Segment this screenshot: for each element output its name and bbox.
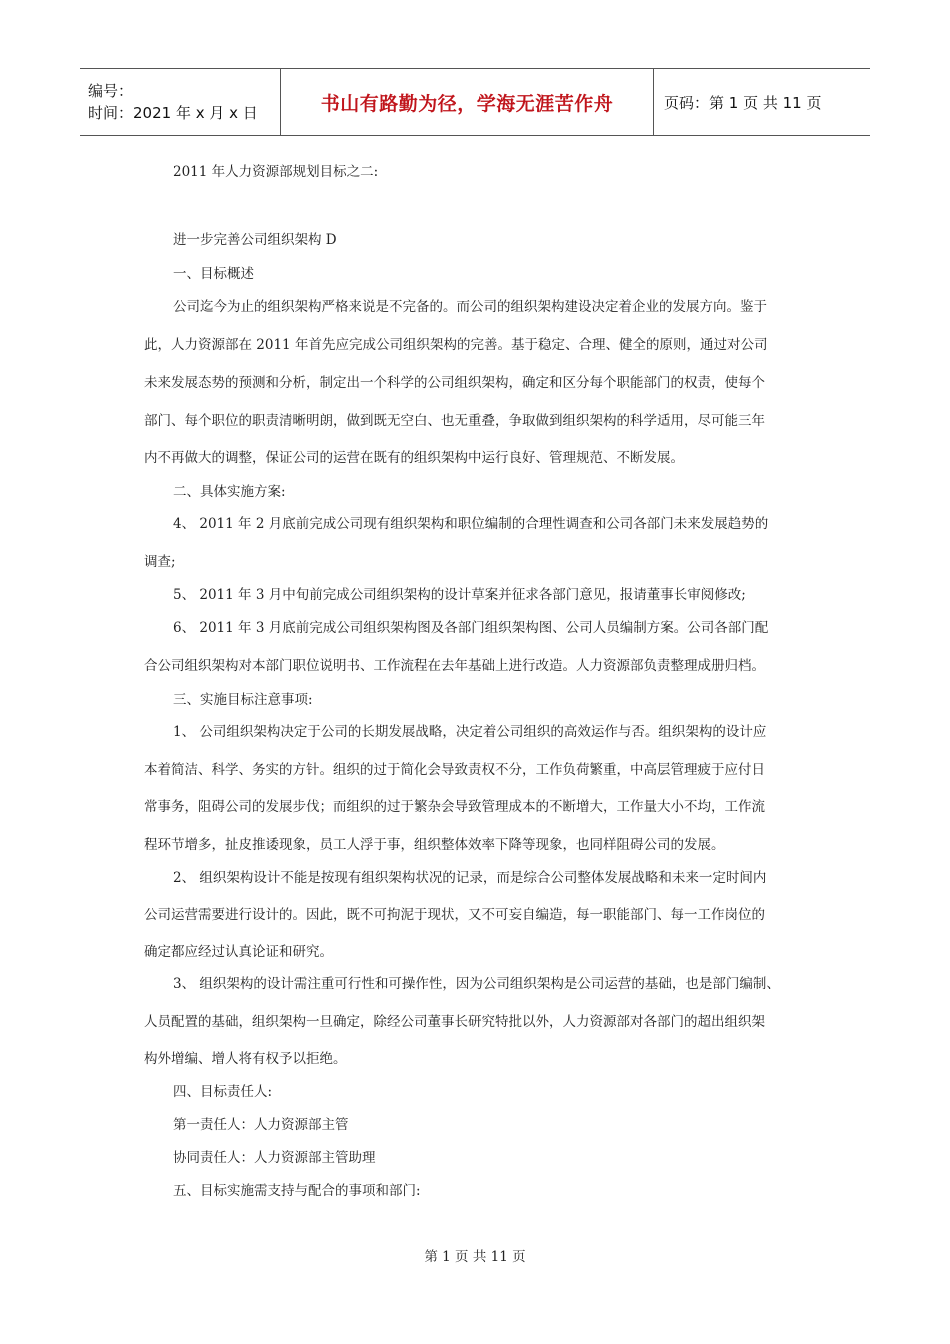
page-header [80, 68, 870, 136]
list-item: 2、 组织架构设计不能是按现有组织架构状况的记录，而是综合公司整体发展战略和未来一定时间内 [173, 870, 767, 886]
doc-title: 2011 年人力资源部规划目标之二: [173, 164, 379, 180]
list-item: 1、 公司组织架构决定于公司的长期发展战略，决定着公司组织的高效运作与否。组织架构的设计应 [173, 724, 767, 740]
paragraph-line: 内不再做大的调整，保证公司的运营在既有的组织架构中运行良好、管理规范、不断发展。 [144, 450, 684, 466]
paragraph-line: 确定都应经过认真论证和研究。 [144, 944, 333, 960]
page-footer [0, 1245, 950, 1265]
paragraph-line: 公司运营需要进行设计的。因此，既不可拘泥于现状，又不可妄自编造，每一职能部门、每一工作岗位的 [144, 907, 765, 923]
section-heading-4: 四、目标责任人: [173, 1084, 273, 1100]
paragraph-line: 常事务，阻碍公司的发展步伐；而组织的过于繁杂会导致管理成本的不断增大，工作量大小不均，工作流 [144, 799, 765, 815]
paragraph-line: 第一责任人：人力资源部主管 [173, 1117, 349, 1133]
section-heading-1: 一、目标概述 [173, 266, 254, 282]
paragraph-line: 公司迄今为止的组织架构严格来说是不完备的。而公司的组织架构建设决定着企业的发展方向。鉴于 [173, 299, 767, 315]
number-label: 编号： [88, 82, 134, 100]
motto: 书山有路勤为径，学海无涯苦作舟 [320, 92, 614, 115]
list-item: 4、 2011 年 2 月底前完成公司现有组织架构和职位编制的合理性调查和公司各部门未来发展趋势的 [173, 516, 769, 532]
footer-page-number: 第 1 页 共 11 页 [424, 1249, 526, 1265]
time-label: 时间：2021 年 x 月 x 日 [88, 104, 258, 122]
paragraph-line: 此，人力资源部在 2011 年首先应完成公司组织架构的完善。基于稳定、合理、健全的原则，通过对公司 [144, 337, 768, 353]
list-item: 5、 2011 年 3 月中旬前完成公司组织架构的设计草案并征求各部门意见，报请董事长审阅修改; [173, 587, 746, 603]
section-heading-3: 三、实施目标注意事项: [173, 692, 313, 708]
paragraph-line: 程环节增多，扯皮推诿现象，员工人浮于事，组织整体效率下降等现象，也同样阻碍公司的发展。 [144, 837, 725, 853]
header-motto-cell [280, 69, 654, 135]
doc-subtitle: 进一步完善公司组织架构 D [173, 232, 337, 248]
list-item: 6、 2011 年 3 月底前完成公司组织架构图及各部门组织架构图、公司人员编制方案。公司各部门配 [173, 620, 769, 636]
paragraph-line: 人员配置的基础，组织架构一旦确定，除经公司董事长研究特批以外，人力资源部对各部门的超出组织架 [144, 1014, 765, 1030]
page-info: 页码：第 1 页 共 11 页 [664, 93, 822, 112]
section-heading-2: 二、具体实施方案: [173, 484, 286, 500]
header-page-info [654, 69, 870, 135]
paragraph-line: 合公司组织架构对本部门职位说明书、工作流程在去年基础上进行改造。人力资源部负责整理成册归档。 [144, 658, 765, 674]
paragraph-line: 部门、每个职位的职责清晰明朗，做到既无空白、也无重叠，争取做到组织架构的科学适用，尽可能三年 [144, 413, 765, 429]
header-meta [80, 69, 280, 135]
list-item: 3、 组织架构的设计需注重可行性和可操作性，因为公司组织架构是公司运营的基础，也是部门编制、 [173, 976, 780, 992]
paragraph-line: 构外增编、增人将有权予以拒绝。 [144, 1051, 347, 1067]
paragraph-line: 协同责任人：人力资源部主管助理 [173, 1150, 376, 1166]
section-heading-5: 五、目标实施需支持与配合的事项和部门: [173, 1183, 421, 1199]
paragraph-line: 未来发展态势的预测和分析，制定出一个科学的公司组织架构，确定和区分每个职能部门的权责，使每个 [144, 375, 765, 391]
paragraph-line: 调查; [144, 554, 176, 570]
paragraph-line: 本着简洁、科学、务实的方针。组织的过于简化会导致责权不分，工作负荷繁重，中高层管理疲于应付日 [144, 762, 765, 778]
